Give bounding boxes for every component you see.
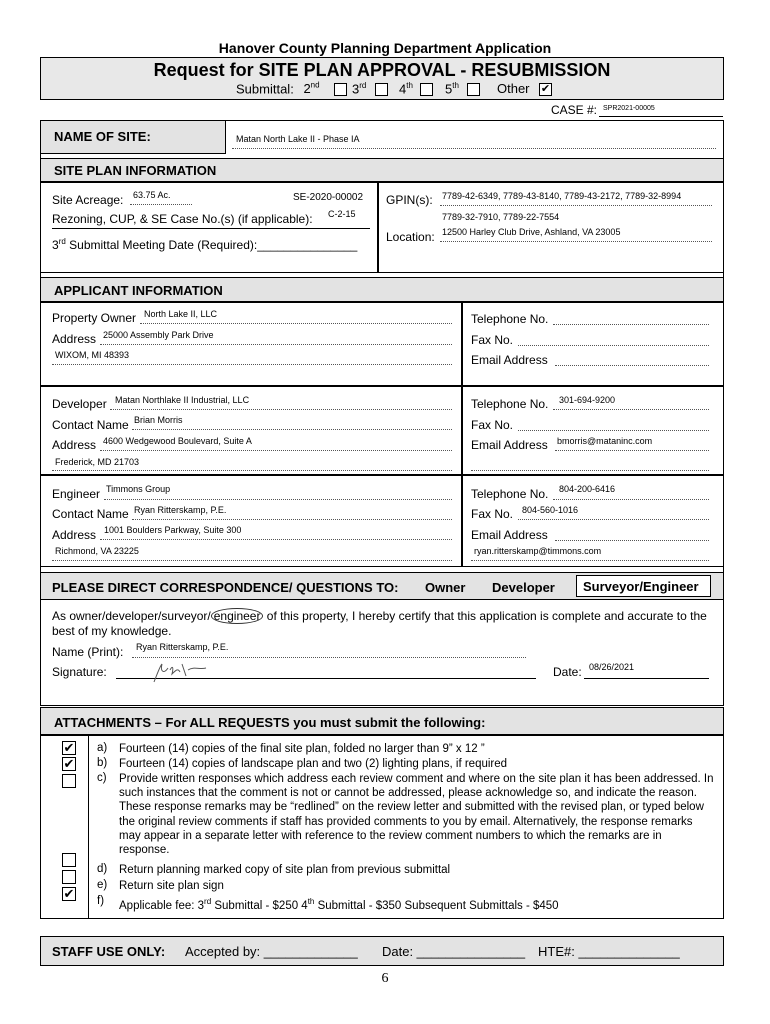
opt-other: Other — [497, 81, 530, 96]
dev-fax-label: Fax No. — [471, 418, 514, 432]
case-value: SPR2021-00005 — [603, 105, 655, 112]
cert-text-line2: best of my knowledge. — [52, 624, 172, 638]
owner-telephone-label: Telephone No. — [471, 312, 549, 326]
dev-address2[interactable]: Frederick, MD 21703 — [55, 457, 140, 467]
item-c-text: Provide written responses which address each review comment and where on the site plan it has been addressed. In such instances that the comment is not or cannot be addressed, please acknowledge so, and indicate the reason. These response remarks may be “redlined” on the review letter and submitted with the revised plan, or typed below the original review comments if staff has provided comments to you by email. Alternatively, the response remarks may appear in a separate letter with reference to the review comment numbers to which the remarks are in response. — [119, 773, 714, 857]
name-of-site-value[interactable]: Matan North Lake II - Phase IA — [236, 134, 360, 144]
eng-email-label: Email Address — [471, 528, 548, 542]
eng-address2[interactable]: Richmond, VA 23225 — [55, 546, 139, 556]
case-label: CASE #: — [551, 103, 598, 117]
owner-telephone-line — [553, 324, 709, 325]
page-number: 6 — [381, 971, 389, 986]
applicant-title: APPLICANT INFORMATION — [54, 283, 223, 298]
dev-fax-line — [518, 430, 709, 431]
staff-accepted-by[interactable]: Accepted by: _____________ — [185, 944, 358, 959]
gpin-line1[interactable]: 7789-42-6349, 7789-43-8140, 7789-43-2172, 7789-32-8994 — [442, 191, 682, 201]
owner-address2-line — [52, 364, 452, 365]
name-of-site-label: NAME OF SITE: — [54, 129, 151, 144]
case-underline — [599, 116, 723, 117]
eng-contact-value[interactable]: Ryan Ritterskamp, P.E. — [134, 505, 227, 515]
eng-email-line — [555, 540, 709, 541]
eng-address2-line — [52, 560, 452, 561]
agency-title: Hanover County Planning Department Application — [218, 40, 552, 56]
dev-address1-line — [100, 450, 452, 451]
item-e-text: Return site plan sign — [119, 880, 224, 892]
owner-fax-line — [518, 345, 709, 346]
item-d-text: Return planning marked copy of site plan from previous submittal — [119, 864, 451, 876]
item-a-letter: a) — [97, 742, 108, 754]
submittal-label: Submittal: — [236, 81, 294, 97]
dev-contact-line — [132, 429, 452, 430]
item-c-letter: c) — [97, 772, 107, 784]
correspondence-owner[interactable]: Owner — [425, 580, 466, 595]
correspondence-surveyor-box[interactable] — [576, 575, 711, 597]
owner-address1-line — [100, 344, 452, 345]
eng-contact-line — [132, 519, 452, 520]
item-e-letter: e) — [97, 879, 108, 891]
cert-text-line1: As owner/developer/surveyor/ engineer of this property, I hereby certify that this application is complete and accurate to the — [52, 609, 707, 623]
dev-telephone-label: Telephone No. — [471, 397, 549, 411]
opt-4th: 4th — [399, 81, 413, 97]
checkbox-item-e[interactable] — [62, 870, 76, 884]
checkbox-item-b[interactable]: ✔ — [63, 756, 75, 771]
rezoning-value[interactable]: C-2-15 — [328, 209, 356, 219]
date-label: Date: — [553, 665, 582, 679]
eng-address1-line — [100, 539, 452, 540]
opt-5th: 5th — [445, 81, 459, 97]
developer-line — [110, 409, 452, 410]
item-f-text: Applicable fee: 3rd Submittal - $250 4th Submittal - $350 Subsequent Submittals - $450 — [119, 897, 559, 912]
dev-email-value[interactable]: bmorris@mataninc.com — [557, 436, 653, 446]
item-b-letter: b) — [97, 757, 108, 769]
eng-contact-label: Contact Name — [52, 507, 129, 521]
owner-value[interactable]: North Lake II, LLC — [144, 309, 218, 319]
attachments-divider — [88, 735, 89, 919]
owner-fax-label: Fax No. — [471, 333, 514, 347]
site-acreage-value[interactable]: 63.75 Ac. — [133, 190, 171, 200]
site-acreage-label: Site Acreage: — [52, 193, 124, 207]
dev-contact-value[interactable]: Brian Morris — [134, 415, 183, 425]
form-title: Request for SITE PLAN APPROVAL - RESUBMISSION — [153, 60, 611, 80]
owner-email-line — [555, 365, 709, 366]
print-name-line — [132, 657, 526, 658]
eng-address-label: Address — [52, 528, 97, 542]
dev-address1[interactable]: 4600 Wedgewood Boulevard, Suite A — [103, 436, 252, 446]
dev-extra-line — [471, 470, 709, 471]
signature-mark[interactable] — [148, 660, 228, 686]
staff-hte[interactable]: HTE#: ______________ — [538, 944, 680, 959]
location-underline — [440, 241, 712, 242]
gpin-label: GPIN(s): — [386, 193, 433, 207]
print-name-value[interactable]: Ryan Ritterskamp, P.E. — [136, 642, 229, 652]
developer-value[interactable]: Matan Northlake II Industrial, LLC — [115, 395, 250, 405]
rezoning-line — [52, 228, 370, 229]
developer-label: Developer — [52, 397, 107, 411]
eng-fax-label: Fax No. — [471, 507, 514, 521]
item-d-letter: d) — [97, 863, 108, 875]
se-case-value: SE-2020-00002 — [293, 192, 364, 203]
item-a-text: Fourteen (14) copies of the final site plan, folded no larger than 9” x 12 ” — [119, 743, 485, 755]
attachments-title: ATTACHMENTS – For ALL REQUESTS you must submit the following: — [54, 715, 486, 730]
checkbox-item-c[interactable] — [62, 774, 76, 788]
owner-address-label: Address — [52, 332, 97, 346]
checkbox-other[interactable]: ✔ — [540, 83, 551, 95]
eng-telephone-value[interactable]: 804-200-6416 — [559, 484, 616, 494]
signature-label: Signature: — [52, 665, 107, 679]
opt-2nd: 2nd — [303, 81, 320, 97]
item-b-text: Fourteen (14) copies of landscape plan and two (2) lighting plans, if required — [119, 758, 508, 770]
site-acreage-line — [130, 204, 192, 205]
date-value[interactable]: 08/26/2021 — [589, 662, 635, 672]
checkbox-item-d[interactable] — [62, 853, 76, 867]
dev-address2-line — [52, 470, 452, 471]
owner-line — [140, 323, 452, 324]
checkbox-3rd[interactable] — [375, 83, 388, 96]
dev-telephone-value[interactable]: 301-694-9200 — [559, 395, 616, 405]
dev-email-line — [555, 450, 709, 451]
dev-email-label: Email Address — [471, 438, 548, 452]
title-box — [40, 57, 724, 100]
submittal-row — [236, 81, 320, 96]
checkbox-item-f[interactable]: ✔ — [63, 886, 75, 901]
eng-email-value[interactable]: ryan.ritterskamp@timmons.com — [474, 546, 602, 556]
item-f-letter: f) — [97, 895, 105, 907]
staff-use-label: STAFF USE ONLY: — [52, 944, 166, 959]
print-name-label: Name (Print): — [52, 645, 124, 659]
engineer-circled: engineer — [211, 608, 264, 624]
dev-contact-label: Contact Name — [52, 418, 129, 432]
name-of-site-line — [232, 148, 716, 149]
owner-address2[interactable]: WIXOM, MI 48393 — [55, 350, 130, 360]
checkbox-4th[interactable] — [420, 83, 433, 96]
meeting-date-label: 3rd Submittal Meeting Date (Required):_______________ — [52, 237, 358, 252]
eng-fax-line — [518, 519, 709, 520]
correspondence-title: PLEASE DIRECT CORRESPONDENCE/ QUESTIONS TO: — [52, 580, 399, 595]
date-line — [584, 678, 709, 679]
owner-address1[interactable]: 25000 Assembly Park Drive — [103, 330, 214, 340]
correspondence-developer[interactable]: Developer — [492, 580, 555, 595]
correspondence-surveyor: Surveyor/Engineer — [583, 579, 699, 594]
checkbox-2nd[interactable] — [334, 83, 347, 96]
engineer-label: Engineer — [52, 487, 101, 501]
eng-telephone-line — [553, 499, 709, 500]
eng-fax-value[interactable]: 804-560-1016 — [522, 505, 579, 515]
eng-extra-line — [471, 560, 709, 561]
eng-address1[interactable]: 1001 Boulders Parkway, Suite 300 — [104, 525, 242, 535]
rezoning-label: Rezoning, CUP, & SE Case No.(s) (if applicable): — [52, 212, 313, 226]
opt-3rd: 3rd — [352, 81, 367, 97]
location-value[interactable]: 12500 Harley Club Drive, Ashland, VA 23005 — [442, 227, 621, 237]
gpin-line2[interactable]: 7789-32-7910, 7789-22-7554 — [442, 212, 560, 222]
dev-telephone-line — [553, 409, 709, 410]
eng-telephone-label: Telephone No. — [471, 487, 549, 501]
gpin-underline — [440, 205, 712, 206]
engineer-line — [104, 499, 452, 500]
staff-date[interactable]: Date: _______________ — [382, 944, 526, 959]
engineer-value[interactable]: Timmons Group — [106, 484, 171, 494]
checkbox-5th[interactable] — [467, 83, 480, 96]
owner-email-label: Email Address — [471, 353, 548, 367]
site-plan-title: SITE PLAN INFORMATION — [54, 163, 217, 178]
location-label: Location: — [386, 230, 435, 244]
checkbox-item-a[interactable]: ✔ — [63, 740, 75, 755]
owner-label: Property Owner — [52, 311, 137, 325]
dev-address-label: Address — [52, 438, 97, 452]
